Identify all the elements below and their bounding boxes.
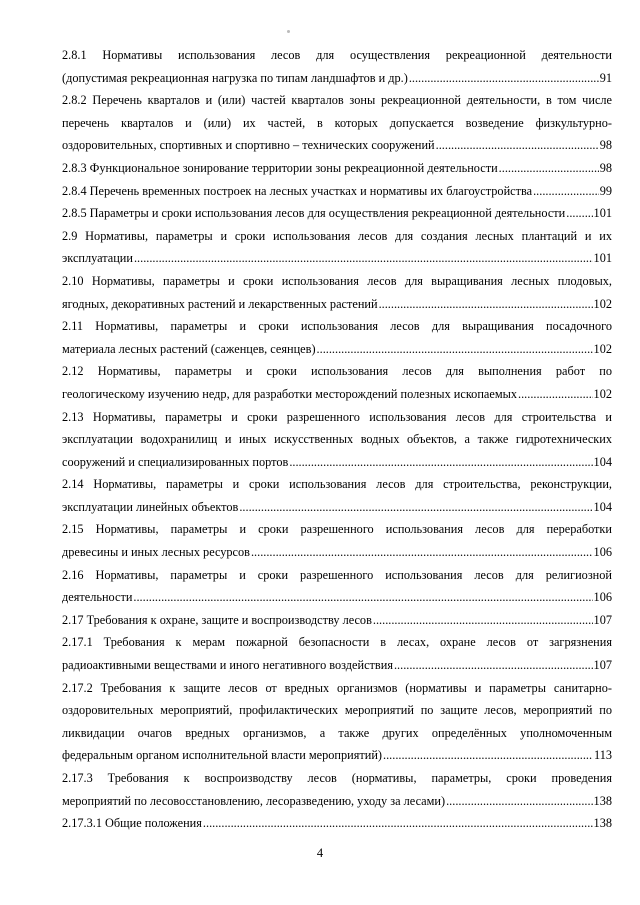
toc-entry-last-line (62, 744, 612, 767)
toc-entry-last-line (62, 609, 612, 632)
toc-entry-line: 2.14 Нормативы, параметры и сроки использования лесов для строительства, реконструкции, (62, 477, 612, 492)
toc-entry-title: эксплуатации (62, 251, 133, 266)
toc-entry-line: 2.10 Нормативы, параметры и сроки использования лесов для выращивания лесных плодовых, (62, 273, 612, 288)
toc-entry-line: 2.9 Нормативы, параметры и сроки использования лесов для создания лесных плантаций и их (62, 228, 612, 243)
toc-entry[interactable] (62, 564, 612, 609)
dot-leader (251, 541, 593, 564)
dot-leader (239, 496, 592, 519)
dot-leader (436, 134, 599, 157)
toc-entry-title: 2.8.3 Функциональное зонирование территории зоны рекреационной деятельности (62, 160, 498, 175)
toc-page-number: 104 (593, 454, 612, 469)
toc-entry-line: 2.16 Нормативы, параметры и сроки разрешенного использования лесов для религиозной (62, 567, 612, 582)
toc-entry-line: перечень кварталов и (или) их частей, в которых допускается возведение физкультурно- (62, 115, 612, 130)
toc-page-number: 106 (593, 590, 612, 605)
toc-page-number: 138 (593, 793, 612, 808)
toc-entry[interactable] (62, 609, 612, 632)
toc-entry-line: 2.17.1 Требования к мерам пожарной безопасности в лесах, охране лесов от загрязнения (62, 635, 612, 650)
dot-leader (533, 180, 599, 203)
dot-leader (317, 338, 593, 361)
toc-entry-line: 2.8.2 Перечень кварталов и (или) частей кварталов зоны рекреационной деятельности, в том числе (62, 93, 612, 108)
toc-entry-last-line (62, 383, 612, 406)
dot-leader (394, 654, 593, 677)
toc-entry[interactable] (62, 473, 612, 518)
toc-page-number: 138 (593, 816, 612, 831)
table-of-contents (62, 44, 612, 835)
toc-page-number: 102 (593, 296, 612, 311)
toc-entry-line: 2.13 Нормативы, параметры и сроки разрешенного использования лесов для строительства и (62, 409, 612, 424)
page-number: 4 (316, 846, 324, 860)
toc-entry-title: 2.17.3.1 Общие положения (62, 816, 202, 831)
toc-entry-line: 2.17.3 Требования к воспроизводству лесов (нормативы, параметры, сроки проведения (62, 771, 612, 785)
toc-entry-title: ягодных, декоративных растений и лекарственных растений (62, 296, 378, 311)
toc-entry-title: древесины и иных лесных ресурсов (62, 545, 250, 560)
toc-entry[interactable] (62, 812, 612, 835)
toc-entry-title: 2.8.5 Параметры и сроки использования лесов для осуществления рекреационной деятельности (62, 206, 566, 221)
toc-entry-line: 2.8.1 Нормативы использования лесов для осуществления рекреационной деятельности (62, 48, 612, 62)
scan-speck (287, 30, 290, 33)
toc-entry[interactable] (62, 315, 612, 360)
toc-entry[interactable] (62, 631, 612, 676)
dot-leader (518, 383, 593, 406)
toc-entry[interactable] (62, 360, 612, 405)
toc-page-number: 102 (593, 341, 612, 356)
toc-page-number: 104 (593, 499, 612, 514)
toc-entry-last-line (62, 451, 612, 474)
toc-entry-line: 2.17.2 Требования к защите лесов от вредных организмов (нормативы и параметры санитарно- (62, 680, 612, 695)
toc-entry-title: эксплуатации линейных объектов (62, 499, 239, 514)
toc-entry-line: 2.11 Нормативы, параметры и сроки использования лесов для выращивания посадочного (62, 319, 612, 334)
toc-page-number: 101 (593, 206, 612, 221)
toc-entry-title: сооружений и специализированных портов (62, 454, 289, 469)
toc-entry-line: оздоровительных мероприятий, профилактических мероприятий по защите лесов, мероприятий по (62, 703, 612, 718)
toc-entry-title: мероприятий по лесовосстановлению, лесоразведению, уходу за лесами) (62, 793, 446, 808)
toc-entry-last-line (62, 293, 612, 316)
toc-page-number: 98 (599, 160, 612, 175)
toc-entry-line: 2.12 Нормативы, параметры и сроки использования лесов для выполнения работ по (62, 364, 612, 379)
toc-page-number: 107 (593, 612, 612, 627)
toc-entry-title: 2.17 Требования к охране, защите и воспроизводству лесов (62, 612, 372, 627)
toc-page-number: 107 (593, 658, 612, 673)
toc-entry-last-line (62, 790, 612, 813)
toc-entry-title: (допустимая рекреационная нагрузка по типам ландшафтов и др.) (62, 70, 408, 85)
toc-page-number: 98 (599, 138, 612, 153)
toc-entry[interactable] (62, 677, 612, 767)
toc-entry-line: эксплуатации водохранилищ и иных искусственных водных объектов, а также гидротехнических (62, 432, 612, 447)
dot-leader (566, 202, 592, 225)
toc-page-number: 99 (599, 183, 612, 198)
dot-leader (499, 157, 599, 180)
toc-entry-last-line (62, 338, 612, 361)
toc-entry[interactable] (62, 157, 612, 180)
toc-entry[interactable] (62, 406, 612, 474)
toc-page-number: 113 (594, 748, 612, 763)
toc-entry-title: оздоровительных, спортивных и спортивно – технических сооружений (62, 138, 435, 153)
toc-entry[interactable] (62, 44, 612, 89)
toc-page-number: 106 (593, 545, 612, 560)
toc-entry-title: 2.8.4 Перечень временных построек на лесных участках и нормативы их благоустройства (62, 183, 533, 198)
toc-entry-last-line (62, 247, 612, 270)
toc-page-number: 102 (593, 386, 612, 401)
toc-entry-last-line (62, 586, 612, 609)
dot-leader (383, 744, 593, 767)
toc-entry-last-line (62, 496, 612, 519)
toc-page-number: 101 (593, 251, 612, 266)
dot-leader (289, 451, 592, 474)
toc-entry[interactable] (62, 270, 612, 315)
dot-leader (134, 247, 593, 270)
toc-entry[interactable] (62, 767, 612, 812)
toc-entry-title: деятельности (62, 590, 133, 605)
toc-entry-last-line (62, 157, 612, 180)
toc-entry-last-line (62, 134, 612, 157)
toc-entry[interactable] (62, 202, 612, 225)
dot-leader (379, 293, 593, 316)
toc-entry[interactable] (62, 89, 612, 157)
toc-page-number: 91 (599, 70, 612, 85)
toc-entry-last-line (62, 541, 612, 564)
toc-entry-last-line (62, 180, 612, 203)
toc-entry-title: федеральным органом исполнительной власти мероприятий) (62, 748, 383, 763)
dot-leader (409, 67, 599, 90)
dot-leader (133, 586, 592, 609)
toc-entry-line: ликвидации очагов вредных организмов, а также других определённых уполномоченным (62, 725, 612, 740)
toc-entry-last-line (62, 202, 612, 225)
dot-leader (446, 790, 592, 813)
dot-leader (203, 812, 593, 835)
toc-entry-line: 2.15 Нормативы, параметры и сроки разрешенного использования лесов для переработки (62, 522, 612, 537)
toc-entry-last-line (62, 654, 612, 677)
toc-entry[interactable] (62, 225, 612, 270)
toc-entry[interactable] (62, 518, 612, 563)
toc-entry-title: материала лесных растений (саженцев, сеянцев) (62, 341, 316, 356)
toc-entry-title: геологическому изучению недр, для разработки месторождений полезных ископаемых (62, 386, 518, 401)
toc-entry-last-line (62, 812, 612, 835)
dot-leader (373, 609, 593, 632)
toc-entry-last-line (62, 67, 612, 90)
toc-entry-title: радиоактивными веществами и иного негативного воздействия (62, 658, 393, 673)
toc-entry[interactable] (62, 180, 612, 203)
